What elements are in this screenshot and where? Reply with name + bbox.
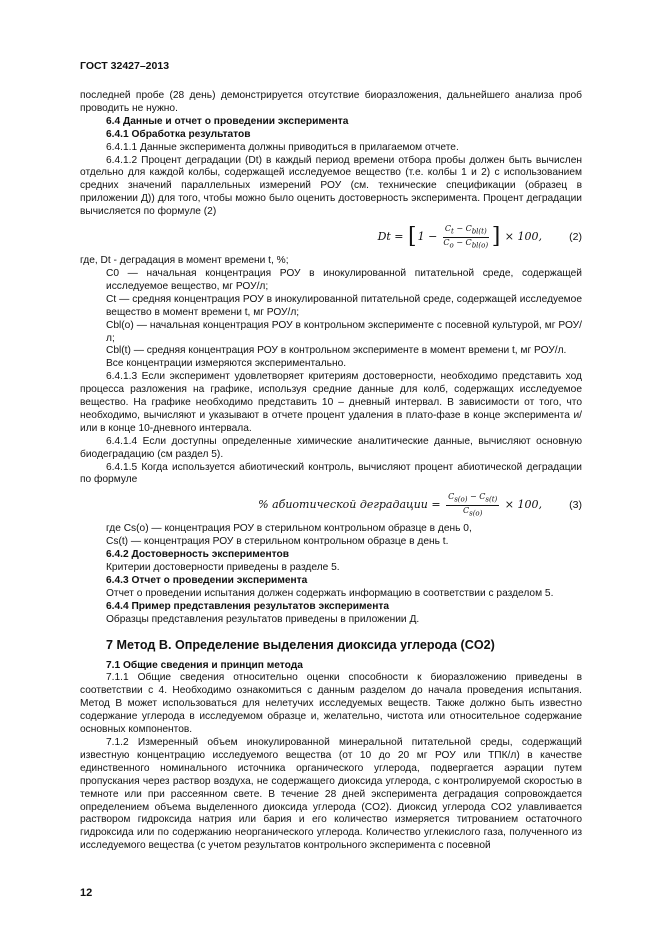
section-6-4-3-heading: 6.4.3 Отчет о проведении эксперимента [106,575,308,586]
page-content [80,90,582,853]
paragraph-continuation: последней пробе (28 день) демонстрируется отсутствие биоразложения, дальнейшего анализа проб проводить не нужно. [80,90,582,114]
paragraph-7-1-2: 7.1.2 Измеренный объем инокулированной минеральной питательной среды, содержащий известную концентрацию исследуемого вещества (от 10 до 20 мг РОУ или ТПК/л) в качестве единственного номинального источника органического углерода, подвергается аэрации путем пропускания через раствор воздуха, не содержащего диоксида углерода, с контролируемой скоростью в темноте или при рассеянном свете. В течение 28 дней эксперимента деградация сопровождается определением объема выделенного диоксида углерода (CO2). Диоксид углерода CO2 улавливается раствором гидроксида натрия или бария и его количество измеряется титрованием остаточного гидроксида или по содержанию неорганического углерода. Количество углекислого газа, полученного из исследуемого вещества (с учетом результатов контрольного эксперимента с посевной [80,736,582,852]
page-number: 12 [80,887,93,899]
paragraph-7-1-1: 7.1.1 Общие сведения относительно оценки способности к биоразложению приведены в соответствии с 4. Необходимо ознакомиться с данным разделом до начала проведения испытания. Метод В может использоваться для нелетучих исследуемых веществ. Также должно быть известно содержание углерода в исследуемом образце и, желательно, чистота или относительное содержание основных компонентов. [80,672,582,736]
standard-header: ГОСТ 32427–2013 [80,60,170,72]
formula-3 [80,491,582,519]
definition-c0: C0 — начальная концентрация РОУ в инокулированной питательной среде, содержащей исследуемое вещество, мг РОУ/л; [106,267,582,292]
section-7-1-heading: 7.1 Общие сведения и принцип метода [106,659,303,671]
formula-2-expression: Dt = [ 1 − $\frac{C_t - C_{bl(t)}}{C_o - C_{bl(o)}}$ ] × 100, [377,223,542,250]
definition-cst: Cs(t) — концентрация РОУ в стерильном контрольном образце в день t. [106,536,449,548]
formula-3-expression: % абиотической деградации = $\frac{C_{s(o)} - C_{s(t)}}{C_{s(o)}}$ × 100, [258,492,542,518]
section-6-4-1-heading: 6.4.1 Обработка результатов [106,128,251,140]
definition-ct: Ct — средняя концентрация РОУ в инокулированной питательной среде, содержащей исследуемое вещество в момент времени t, мг РОУ/л; [106,293,582,318]
paragraph-6-4-2: Критерии достоверности приведены в разделе 5. [106,562,340,574]
paragraph-6-4-1-5: 6.4.1.5 Когда используется абиотический контроль, вычисляют процент абиотической деградации по формуле [80,461,582,486]
paragraph-6-4-1-2: 6.4.1.2 Процент деградации (Dt) в каждый период времени отбора пробы должен быть вычислен отдельно для каждой колбы, содержащей исследуемое вещество (т.е. колбы 1 и 2) с использованием средних значений параллельных измерений РОУ (см. технические спецификации (образец в приложении Д)) для того, чтобы можно было оценить достоверность эксперимента. Процент деградации вычисляется по формуле (2) [80,154,582,218]
section-6-4-4-heading: 6.4.4 Пример представления результатов эксперимента [106,600,390,612]
section-6-4-heading: 6.4 Данные и отчет о проведении эксперимента [106,115,349,127]
definition-dt: где, Dt - деградация в момент времени t, %; [80,255,289,267]
formula-3-label: % абиотической деградации = [258,497,441,511]
section-7-heading: 7 Метод В. Определение выделения диоксида углерода (CO2) [106,637,495,652]
paragraph-6-4-1-3: 6.4.1.3 Если эксперимент удовлетворяет критериям достоверности, необходимо представить ход процесса разложения на графике, используя средние данные для колб, содержащих исследуемое вещество. На графике необходимо представить 10 – дневный интервал. В зависимости от того, что необходимо, вычисляют и указывают в отчете процент удаления в плато-фазе в конце эксперимента и/или в конце 10-дневного интервала. [80,371,582,434]
definition-cblt: Cbl(t) — средняя концентрация РОУ в контрольном эксперименте в момент времени t, мг РОУ/л. [106,345,567,357]
section-6-4-2-heading: 6.4.2 Достоверность экспериментов [106,549,289,561]
formula-2-number: (2) [569,230,582,243]
paragraph-6-4-1-4: 6.4.1.4 Если доступны определенные химические аналитические данные, вычисляют основную биодеградацию (см раздел 5). [80,435,582,460]
formula-3-number: (3) [569,498,582,511]
paragraph-6-4-4: Образцы представления результатов приведены в приложении Д. [106,613,420,625]
paragraph-6-4-3: Отчет о проведении испытания должен содержать информацию в соответствии с разделом 5. [106,587,554,599]
definition-cbl0: Cbl(o) — начальная концентрация РОУ в контрольном эксперименте с посевной культурой, мг РОУ/л; [106,319,582,344]
paragraph-6-4-1-1: 6.4.1.1 Данные эксперимента должны приводиться в прилагаемом отчете. [106,141,459,153]
definition-cs0: где Cs(o) — концентрация РОУ в стерильном контрольном образце в день 0, [106,523,472,535]
note-concentrations: Все концентрации измеряются экспериментально. [106,358,347,370]
formula-2 [80,223,582,251]
